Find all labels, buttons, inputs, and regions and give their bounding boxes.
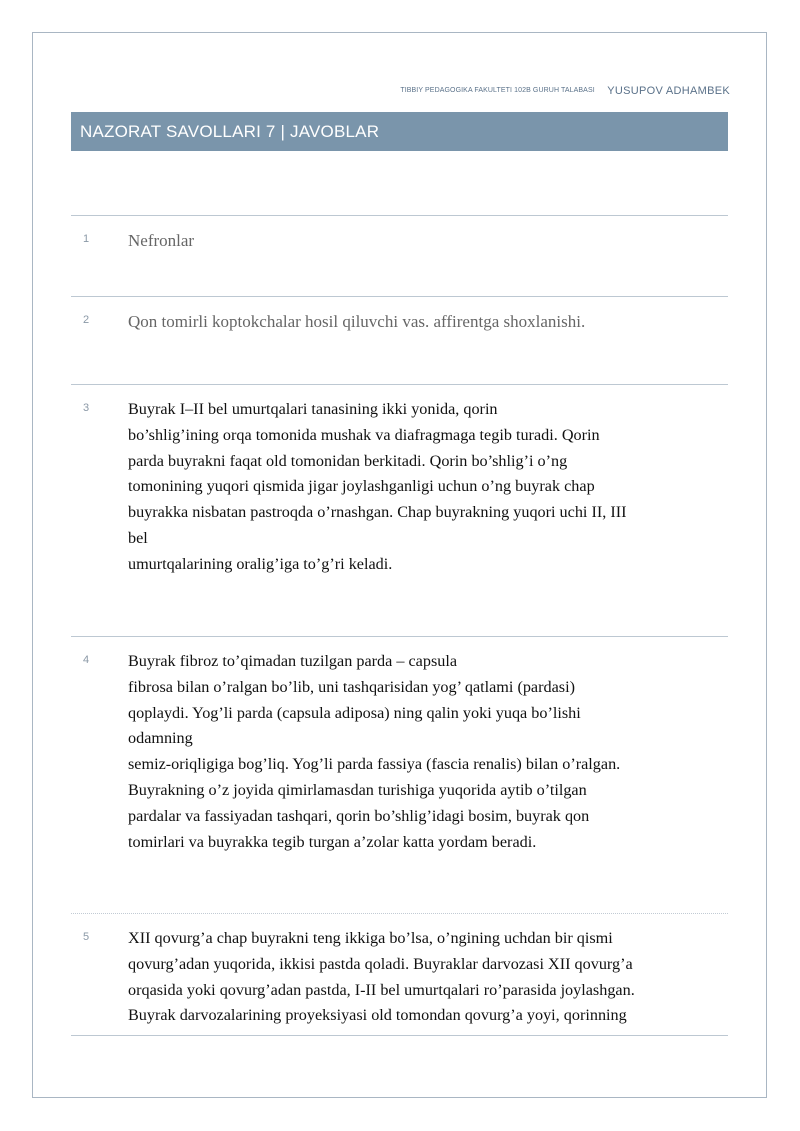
answer-number: 2 (83, 314, 90, 326)
author-name: YUSUPOV ADHAMBEK (607, 84, 730, 97)
answers-list (71, 215, 728, 1036)
answer-text: Qon tomirli koptokchalar hosil qiluvchi vas. affirentga shoxlanishi. (128, 312, 586, 331)
answer-number: 1 (83, 233, 90, 245)
answer-number: 3 (83, 402, 90, 414)
faculty-label: TIBBIY PEDAGOGIKA FAKULTETI 102B GURUH TALABASI (400, 87, 595, 95)
answer-item-2 (71, 296, 728, 384)
answer-item-4 (71, 636, 728, 913)
answer-number: 4 (83, 654, 90, 666)
answer-item-1 (71, 215, 728, 296)
answer-text: Nefronlar (128, 231, 195, 250)
page-title: NAZORAT SAVOLLARI 7 | JAVOBLAR (71, 112, 728, 151)
answer-item-5 (71, 913, 728, 1036)
answer-text: Buyrak I–II bel umurtqalari tanasining ikki yonida, qorin bo’shlig’ining orqa tomonida mushak va diafragmaga tegib turadi. Qorin parda buyrakni faqat old tomonidan berkitadi. Qorin bo’shlig’i o’ng tomonining yuqori qismida jigar joylashganligi uchun o’ng buyrak chap buyrakka nisbatan pastroqda o’rnashgan. Chap buyrakning yuqori uchi II, III bel umurtqalarining oralig’iga to’g’ri keladi. (128, 400, 627, 573)
document-header (400, 82, 730, 100)
answer-item-3 (71, 384, 728, 636)
answer-text: Buyrak fibroz to’qimadan tuzilgan parda – capsula fibrosa bilan o’ralgan bo’lib, uni tashqarisidan yog’ qatlami (pardasi) qoplaydi. Yog’li parda (capsula adiposa) ning qalin yoki yuqa bo’lishi odamning semiz-oriqligiga bog’liq. Yog’li parda fassiya (fascia renalis) bilan o’ralgan. Buyrakning o’z joyida qimirlamasdan turishiga yuqorida aytib o’tilgan pardalar va fassiyadan tashqari, qorin bo’shlig’idagi bosim, buyrak qon tomirlari va buyrakka tegib turgan a’zolar katta yordam beradi. (128, 652, 621, 851)
answer-number: 5 (83, 931, 90, 943)
answer-text: XII qovurg’a chap buyrakni teng ikkiga bo’lsa, o’ngining uchdan bir qismi qovurg’adan yuqorida, ikkisi pastda qoladi. Buyraklar darvozasi XII qovurg’a orqasida yoki qovurg’adan pastda, I-II bel umurtqalari ro’parasida joylashgan. Buyrak darvozalarining proyeksiyasi old tomondan qovurg’a yoyi, qorinning (128, 929, 635, 1025)
